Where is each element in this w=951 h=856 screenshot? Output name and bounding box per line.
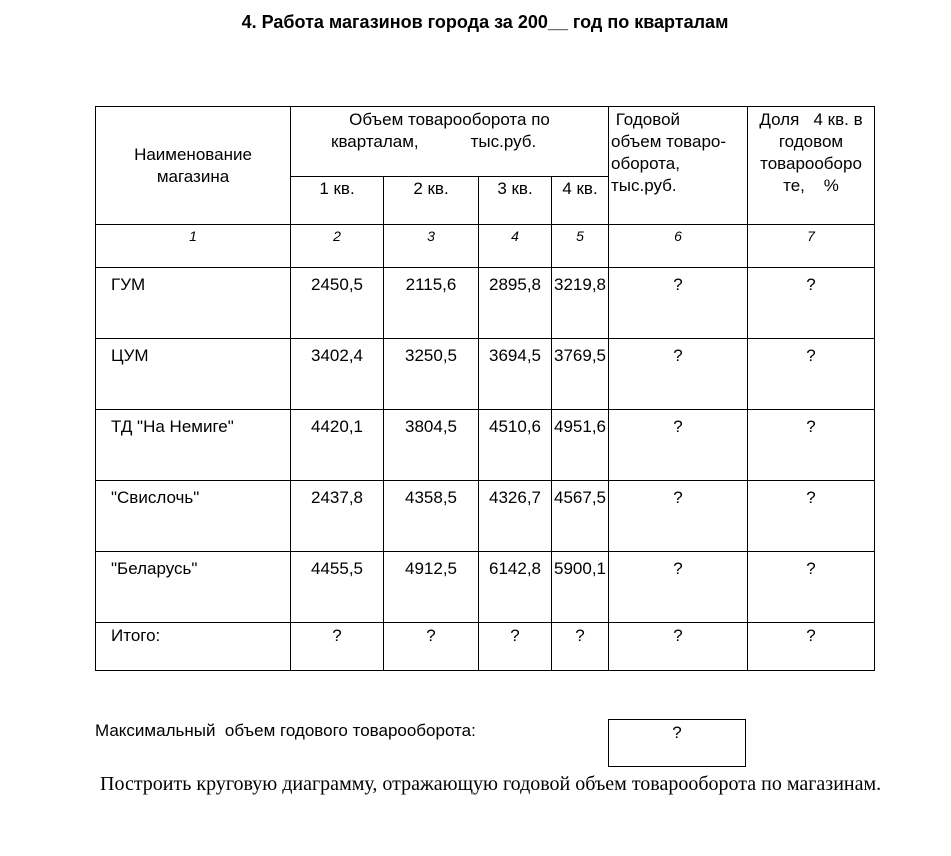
q1-value: 3402,4 xyxy=(291,339,384,410)
table-row xyxy=(96,552,875,623)
max-annual-label: Максимальный объем годового товарооборота: xyxy=(95,721,476,740)
q1-value: 2450,5 xyxy=(291,268,384,339)
header-q3: 3 кв. xyxy=(479,177,552,225)
header-quarter-volume: Объем товарооборота по кварталам, тыс.руб. xyxy=(291,107,609,177)
total-annual: ? xyxy=(609,623,748,671)
q4-value: 3769,5 xyxy=(552,339,609,410)
document-title: 4. Работа магазинов города за 200__ год по кварталам xyxy=(241,12,729,32)
total-q2: ? xyxy=(384,623,479,671)
q2-value: 4912,5 xyxy=(384,552,479,623)
q1-value: 4420,1 xyxy=(291,410,384,481)
annual-value: ? xyxy=(609,481,748,552)
header-annual-volume: Годовой объем товаро- оборота, тыс.руб. xyxy=(609,107,748,225)
annual-value: ? xyxy=(609,339,748,410)
q3-value: 4510,6 xyxy=(479,410,552,481)
share-value: ? xyxy=(748,339,875,410)
stores-table xyxy=(95,106,875,671)
store-name: ЦУМ xyxy=(96,339,291,410)
q4-value: 3219,8 xyxy=(552,268,609,339)
q2-value: 3804,5 xyxy=(384,410,479,481)
q3-value: 3694,5 xyxy=(479,339,552,410)
share-value: ? xyxy=(748,268,875,339)
total-q1: ? xyxy=(291,623,384,671)
q3-value: 6142,8 xyxy=(479,552,552,623)
header-q1: 1 кв. xyxy=(291,177,384,225)
q1-value: 2437,8 xyxy=(291,481,384,552)
total-share: ? xyxy=(748,623,875,671)
column-number: 6 xyxy=(609,225,748,268)
q4-value: 4567,5 xyxy=(552,481,609,552)
table-row xyxy=(96,410,875,481)
header-row-1 xyxy=(96,107,875,177)
column-number: 4 xyxy=(479,225,552,268)
column-number: 7 xyxy=(748,225,875,268)
q1-value: 4455,5 xyxy=(291,552,384,623)
q4-value: 5900,1 xyxy=(552,552,609,623)
store-name: "Беларусь" xyxy=(96,552,291,623)
max-annual-value-box: ? xyxy=(608,719,746,767)
header-q4-share: Доля 4 кв. в годовом товарооборо те, % xyxy=(748,107,875,225)
share-value: ? xyxy=(748,552,875,623)
table-row xyxy=(96,268,875,339)
q2-value: 4358,5 xyxy=(384,481,479,552)
store-name: ГУМ xyxy=(96,268,291,339)
column-number: 3 xyxy=(384,225,479,268)
q3-value: 2895,8 xyxy=(479,268,552,339)
header-store-name: Наименование магазина xyxy=(96,107,291,225)
table-row xyxy=(96,339,875,410)
column-number: 1 xyxy=(96,225,291,268)
annual-value: ? xyxy=(609,268,748,339)
header-q4: 4 кв. xyxy=(552,177,609,225)
column-numbers-row xyxy=(96,225,875,268)
annual-value: ? xyxy=(609,410,748,481)
table-row xyxy=(96,481,875,552)
total-row xyxy=(96,623,875,671)
task-instruction: Построить круговую диаграмму, отражающую годовой объем товарооборота по магазинам. xyxy=(95,773,882,795)
store-name: "Свислочь" xyxy=(96,481,291,552)
q2-value: 2115,6 xyxy=(384,268,479,339)
header-q2: 2 кв. xyxy=(384,177,479,225)
store-name: ТД "На Немиге" xyxy=(96,410,291,481)
share-value: ? xyxy=(748,410,875,481)
column-number: 2 xyxy=(291,225,384,268)
q2-value: 3250,5 xyxy=(384,339,479,410)
column-number: 5 xyxy=(552,225,609,268)
q3-value: 4326,7 xyxy=(479,481,552,552)
total-q4: ? xyxy=(552,623,609,671)
annual-value: ? xyxy=(609,552,748,623)
share-value: ? xyxy=(748,481,875,552)
total-label: Итого: xyxy=(96,623,291,671)
total-q3: ? xyxy=(479,623,552,671)
q4-value: 4951,6 xyxy=(552,410,609,481)
